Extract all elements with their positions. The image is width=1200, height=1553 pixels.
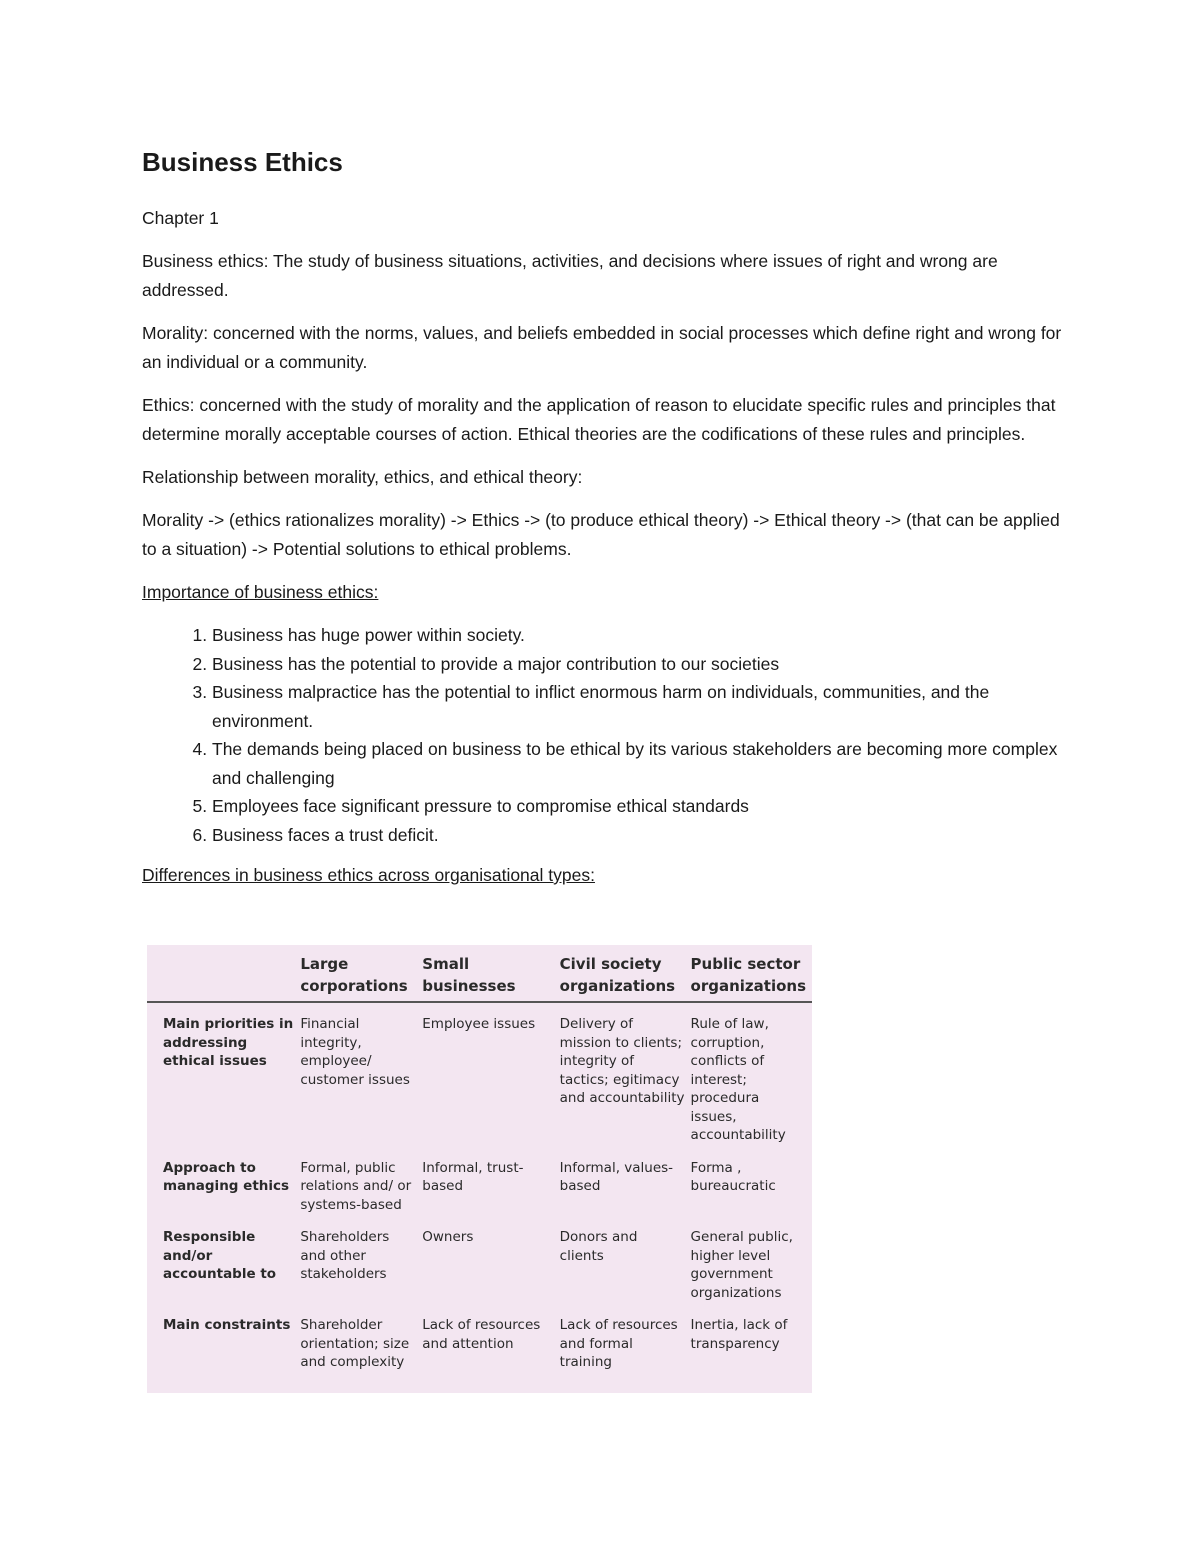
table-cell: Forma , bureaucratic	[690, 1159, 776, 1194]
table-cell: Financial integrity, employee/ customer issues	[300, 1016, 410, 1088]
list-item: 1. Business has huge power within society.	[212, 621, 1062, 650]
list-item: 2. Business has the potential to provide a major contribution to our societies	[212, 650, 1062, 679]
table-cell: Shareholders and other stakeholders	[300, 1229, 390, 1282]
column-header-small-businesses: Small businesses	[422, 945, 559, 1002]
column-header-public-sector: Public sector organizations	[691, 945, 812, 1002]
table-cell: Employee issues	[422, 1016, 536, 1032]
table-cell: Lack of resources and attention	[422, 1317, 541, 1352]
table-cell: General public, higher level government organizations	[690, 1229, 793, 1301]
row-header-responsible: Responsible and/or accountable to	[163, 1229, 277, 1282]
definition-morality: Morality: concerned with the norms, values, and beliefs embedded in social processes which define right and wrong for an individual or a community.	[142, 323, 1062, 372]
relationship-chain: Morality -> (ethics rationalizes morality) -> Ethics -> (to produce ethical theory) -> Ethical theory -> (that can be applied to a situation) -> Potential solutions to ethical problems.	[142, 510, 1060, 559]
table-corner-cell	[147, 945, 300, 1002]
relationship-heading: Relationship between morality, ethics, and ethical theory:	[142, 467, 583, 487]
table-row	[147, 1147, 812, 1217]
table-cell: Rule of law, corruption, conflicts of interest; procedura issues, accountability	[690, 1016, 786, 1143]
comparison-table	[147, 945, 812, 1374]
table-cell: Inertia, lack of transparency	[690, 1317, 788, 1352]
table-header-row	[147, 945, 812, 1002]
table-cell: Formal, public relations and/ or systems-based	[300, 1159, 412, 1213]
list-item: 6. Business faces a trust deficit.	[212, 821, 1062, 850]
document-page	[142, 140, 1062, 904]
table-cell: Lack of resources and formal training	[559, 1317, 678, 1370]
table-cell: Informal, trust-based	[422, 1159, 524, 1194]
row-header-constraints: Main constraints	[163, 1317, 291, 1333]
document-title: Business Ethics	[142, 147, 343, 177]
list-item: 3. Business malpractice has the potential to inflict enormous harm on individuals, communities, and the environment.	[212, 678, 1062, 735]
column-header-civil-society: Civil society organizations	[560, 945, 691, 1002]
differences-heading: Differences in business ethics across organisational types:	[142, 865, 595, 885]
definition-ethics: Ethics: concerned with the study of morality and the application of reason to elucidate specific rules and principles that determine morally acceptable courses of action. Ethical theories are the codifications of these rules and principles.	[142, 395, 1056, 444]
table-row	[147, 1216, 812, 1304]
definition-business-ethics: Business ethics: The study of business situations, activities, and decisions where issues of right and wrong are addressed.	[142, 251, 998, 300]
row-header-approach: Approach to managing ethics	[163, 1159, 290, 1194]
table-row	[147, 1002, 812, 1147]
list-item: 5. Employees face significant pressure to compromise ethical standards	[212, 792, 1062, 821]
row-header-main-priorities: Main priorities in addressing ethical issues	[163, 1016, 294, 1069]
list-item: 4. The demands being placed on business to be ethical by its various stakeholders are becoming more complex and challenging	[212, 735, 1062, 792]
table-cell: Delivery of mission to clients; integrity of tactics; egitimacy and accountability	[559, 1016, 685, 1106]
importance-heading: Importance of business ethics:	[142, 582, 379, 602]
table-cell: Owners	[422, 1229, 474, 1245]
table-cell: Informal, values-based	[559, 1159, 674, 1194]
importance-list	[142, 621, 1062, 849]
column-header-large-corporations: Large corporations	[300, 945, 422, 1002]
organisational-types-table	[147, 945, 812, 1393]
table-cell: Donors and clients	[559, 1229, 638, 1264]
table-row	[147, 1304, 812, 1374]
chapter-label: Chapter 1	[142, 208, 219, 228]
table-cell: Shareholder orientation; size and complexity	[300, 1317, 410, 1370]
